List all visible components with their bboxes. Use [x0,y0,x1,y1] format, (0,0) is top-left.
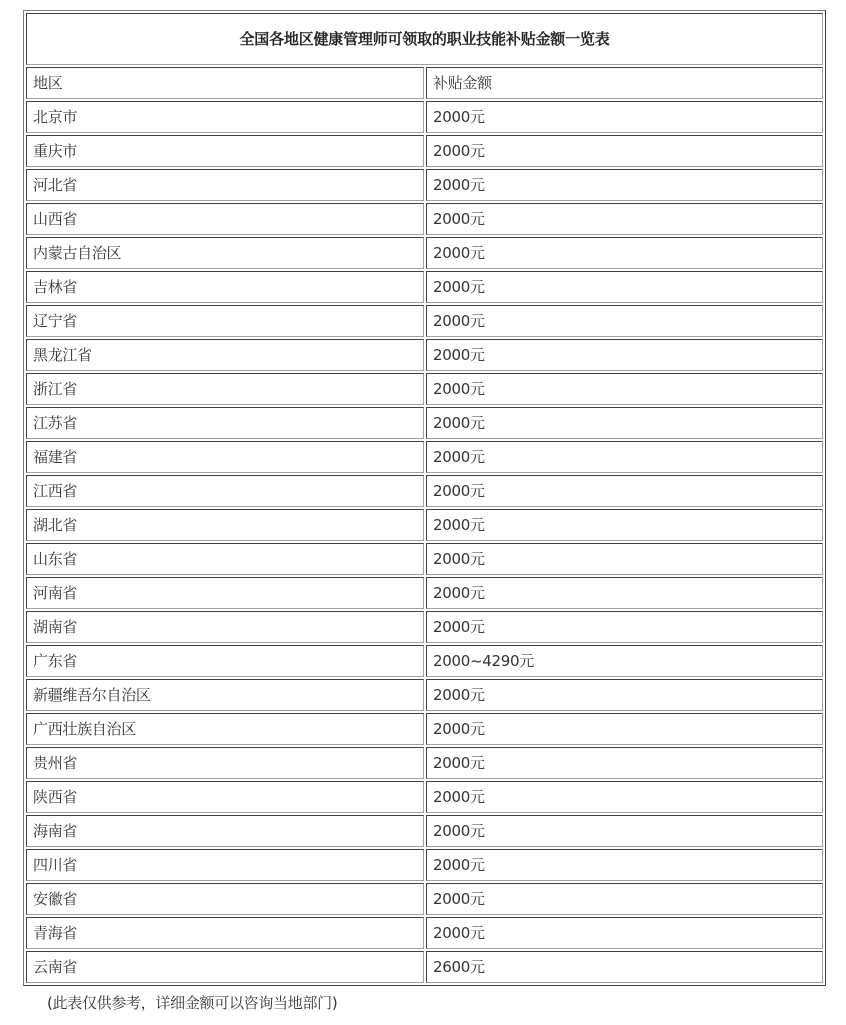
table-row [26,883,823,915]
table-row [26,475,823,507]
table-row [26,441,823,473]
table-row [26,101,823,133]
region-cell: 山西省 [26,203,424,235]
amount-cell: 2000元 [426,815,823,847]
region-cell: 海南省 [26,815,424,847]
region-cell: 青海省 [26,917,424,949]
amount-cell: 2000元 [426,101,823,133]
footnote: (此表仅供参考，详细金额可以咨询当地部门) [47,994,338,1012]
table-row [26,747,823,779]
region-cell: 江苏省 [26,407,424,439]
table-row [26,373,823,405]
region-cell: 云南省 [26,951,424,983]
table-row [26,611,823,643]
region-cell: 北京市 [26,101,424,133]
amount-cell: 2000元 [426,407,823,439]
subsidy-table [23,10,826,986]
table-row [26,917,823,949]
table-body [26,13,823,983]
amount-cell: 2000元 [426,237,823,269]
region-cell: 河南省 [26,577,424,609]
amount-cell: 2000元 [426,679,823,711]
table-row [26,781,823,813]
table-row [26,645,823,677]
region-cell: 辽宁省 [26,305,424,337]
amount-cell: 2000元 [426,849,823,881]
title-row [26,13,823,65]
region-cell: 广西壮族自治区 [26,713,424,745]
region-cell: 湖南省 [26,611,424,643]
region-cell: 广东省 [26,645,424,677]
table-row [26,305,823,337]
table-row [26,237,823,269]
amount-cell: 2000元 [426,781,823,813]
amount-cell: 2000元 [426,543,823,575]
amount-cell: 2000元 [426,713,823,745]
amount-cell: 2000元 [426,577,823,609]
amount-cell: 2000元 [426,747,823,779]
table-row [26,407,823,439]
amount-cell: 2000元 [426,135,823,167]
amount-cell: 2000元 [426,509,823,541]
region-cell: 安徽省 [26,883,424,915]
amount-cell: 2000元 [426,339,823,371]
table-row [26,339,823,371]
amount-cell: 2000元 [426,305,823,337]
header-amount: 补贴金额 [426,67,823,99]
region-cell: 新疆维吾尔自治区 [26,679,424,711]
region-cell: 重庆市 [26,135,424,167]
amount-cell: 2000元 [426,883,823,915]
header-row [26,67,823,99]
table-row [26,509,823,541]
table-row [26,713,823,745]
table-row [26,815,823,847]
region-cell: 内蒙古自治区 [26,237,424,269]
table-row [26,203,823,235]
region-cell: 福建省 [26,441,424,473]
amount-cell: 2000元 [426,441,823,473]
table-row [26,951,823,983]
region-cell: 陕西省 [26,781,424,813]
header-region: 地区 [26,67,424,99]
amount-cell: 2000元 [426,203,823,235]
region-cell: 四川省 [26,849,424,881]
table-row [26,849,823,881]
amount-cell: 2000元 [426,373,823,405]
table-row [26,679,823,711]
amount-cell: 2600元 [426,951,823,983]
region-cell: 河北省 [26,169,424,201]
table-row [26,577,823,609]
table-title: 全国各地区健康管理师可领取的职业技能补贴金额一览表 [26,13,823,65]
amount-cell: 2000~4290元 [426,645,823,677]
amount-cell: 2000元 [426,271,823,303]
amount-cell: 2000元 [426,169,823,201]
table-row [26,135,823,167]
table-row [26,543,823,575]
region-cell: 贵州省 [26,747,424,779]
table-row [26,169,823,201]
amount-cell: 2000元 [426,917,823,949]
region-cell: 湖北省 [26,509,424,541]
amount-cell: 2000元 [426,611,823,643]
amount-cell: 2000元 [426,475,823,507]
region-cell: 黑龙江省 [26,339,424,371]
region-cell: 浙江省 [26,373,424,405]
region-cell: 山东省 [26,543,424,575]
region-cell: 江西省 [26,475,424,507]
table-row [26,271,823,303]
region-cell: 吉林省 [26,271,424,303]
